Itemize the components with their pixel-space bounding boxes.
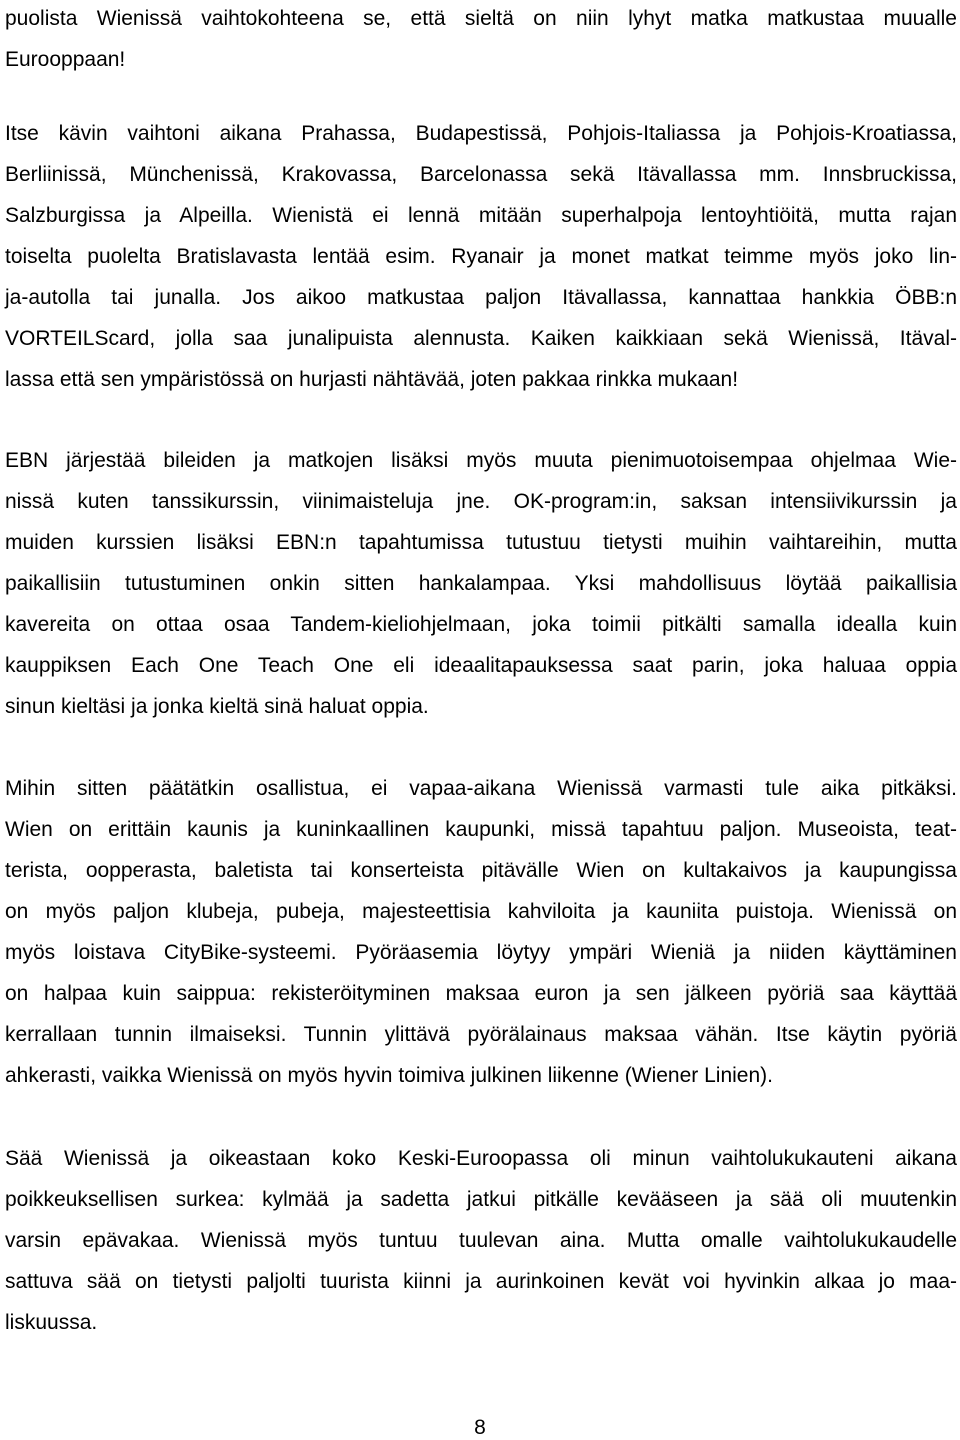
paragraph-2 bbox=[5, 113, 957, 400]
paragraph-5 bbox=[5, 1138, 957, 1343]
text-line: EBN järjestää bileiden ja matkojen lisäksi myös muuta pienimuotoisempaa ohjelmaa Wie- bbox=[5, 449, 957, 472]
text-line: VORTEILScard, jolla saa junalipuista alennusta. Kaiken kaikkiaan sekä Wienissä, Itäval- bbox=[5, 327, 957, 350]
paragraph-4 bbox=[5, 768, 957, 1096]
text-line: ja-autolla tai junalla. Jos aikoo matkustaa paljon Itävallassa, kannattaa hankkia ÖBB:n bbox=[5, 286, 957, 309]
text-line: Salzburgissa ja Alpeilla. Wienistä ei lennä mitään superhalpoja lentoyhtiöitä, mutta rajan bbox=[5, 204, 957, 227]
text-line: lassa että sen ympäristössä on hurjasti nähtävää, joten pakkaa rinkka mukaan! bbox=[5, 368, 739, 391]
text-line: Sää Wienissä ja oikeastaan koko Keski-Euroopassa oli minun vaihtolukukauteni aikana bbox=[5, 1147, 957, 1170]
text-line: liskuussa. bbox=[5, 1311, 98, 1334]
text-line: Mihin sitten päätätkin osallistua, ei vapaa-aikana Wienissä varmasti tule aika pitkäksi. bbox=[5, 777, 957, 800]
text-line: varsin epävakaa. Wienissä myös tuntuu tuulevan aina. Mutta omalle vaihtolukukaudelle bbox=[5, 1229, 957, 1252]
text-line: on halpaa kuin saippua: rekisteröityminen maksaa euron ja sen jälkeen pyöriä saa käyttää bbox=[5, 982, 957, 1005]
text-line: nissä kuten tanssikurssin, viinimaisteluja jne. OK-program:in, saksan intensiivikurssin ja bbox=[5, 490, 957, 513]
text-line: kauppiksen Each One Teach One eli ideaalitapauksessa saat parin, joka haluaa oppia bbox=[5, 654, 957, 677]
page-number: 8 bbox=[474, 1416, 486, 1439]
text-line: terista, oopperasta, baletista tai konserteista pitävälle Wien on kultakaivos ja kaupungissa bbox=[5, 859, 957, 882]
text-line: toiselta puolelta Bratislavasta lentää esim. Ryanair ja monet matkat teimme myös joko lin- bbox=[5, 245, 957, 268]
text-line: sinun kieltäsi ja jonka kieltä sinä haluat oppia. bbox=[5, 695, 429, 718]
paragraph-3 bbox=[5, 440, 957, 727]
text-line: Wien on erittäin kaunis ja kuninkaallinen kaupunki, missä tapahtuu paljon. Museoista, teat- bbox=[5, 818, 957, 841]
text-line: paikallisiin tutustuminen onkin sitten hankalampaa. Yksi mahdollisuus löytää paikallisia bbox=[5, 572, 957, 595]
text-line: puolista Wienissä vaihtokohteena se, että sieltä on niin lyhyt matka matkustaa muualle bbox=[5, 7, 957, 30]
text-line: Berliinissä, Münchenissä, Krakovassa, Barcelonassa sekä Itävallassa mm. Innsbruckissa, bbox=[5, 163, 957, 186]
text-line: on myös paljon klubeja, pubeja, majesteettisia kahviloita ja kauniita puistoja. Wienissä on bbox=[5, 900, 957, 923]
text-line: myös loistava CityBike-systeemi. Pyöräasemia löytyy ympäri Wieniä ja niiden käyttäminen bbox=[5, 941, 957, 964]
text-line: muiden kurssien lisäksi EBN:n tapahtumissa tutustuu tietysti muihin vaihtareihin, mutta bbox=[5, 531, 957, 554]
text-line: poikkeuksellisen surkea: kylmää ja sadetta jatkui pitkälle kevääseen ja sää oli muutenkin bbox=[5, 1188, 957, 1211]
text-line: Eurooppaan! bbox=[5, 48, 126, 71]
text-line: Itse kävin vaihtoni aikana Prahassa, Budapestissä, Pohjois-Italiassa ja Pohjois-Kroatiassa, bbox=[5, 122, 957, 145]
paragraph-1 bbox=[5, 0, 957, 80]
text-line: kerrallaan tunnin ilmaiseksi. Tunnin ylittävä pyörälainaus maksaa vähän. Itse käytin pyöriä bbox=[5, 1023, 957, 1046]
text-line: sattuva sää on tietysti paljolti tuurista kiinni ja aurinkoinen kevät voi hyvinkin alkaa jo maa- bbox=[5, 1270, 957, 1293]
text-line: kavereita on ottaa osaa Tandem-kieliohjelmaan, joka toimii pitkälti samalla idealla kuin bbox=[5, 613, 957, 636]
text-line: ahkerasti, vaikka Wienissä on myös hyvin toimiva julkinen liikenne (Wiener Linien). bbox=[5, 1064, 773, 1087]
